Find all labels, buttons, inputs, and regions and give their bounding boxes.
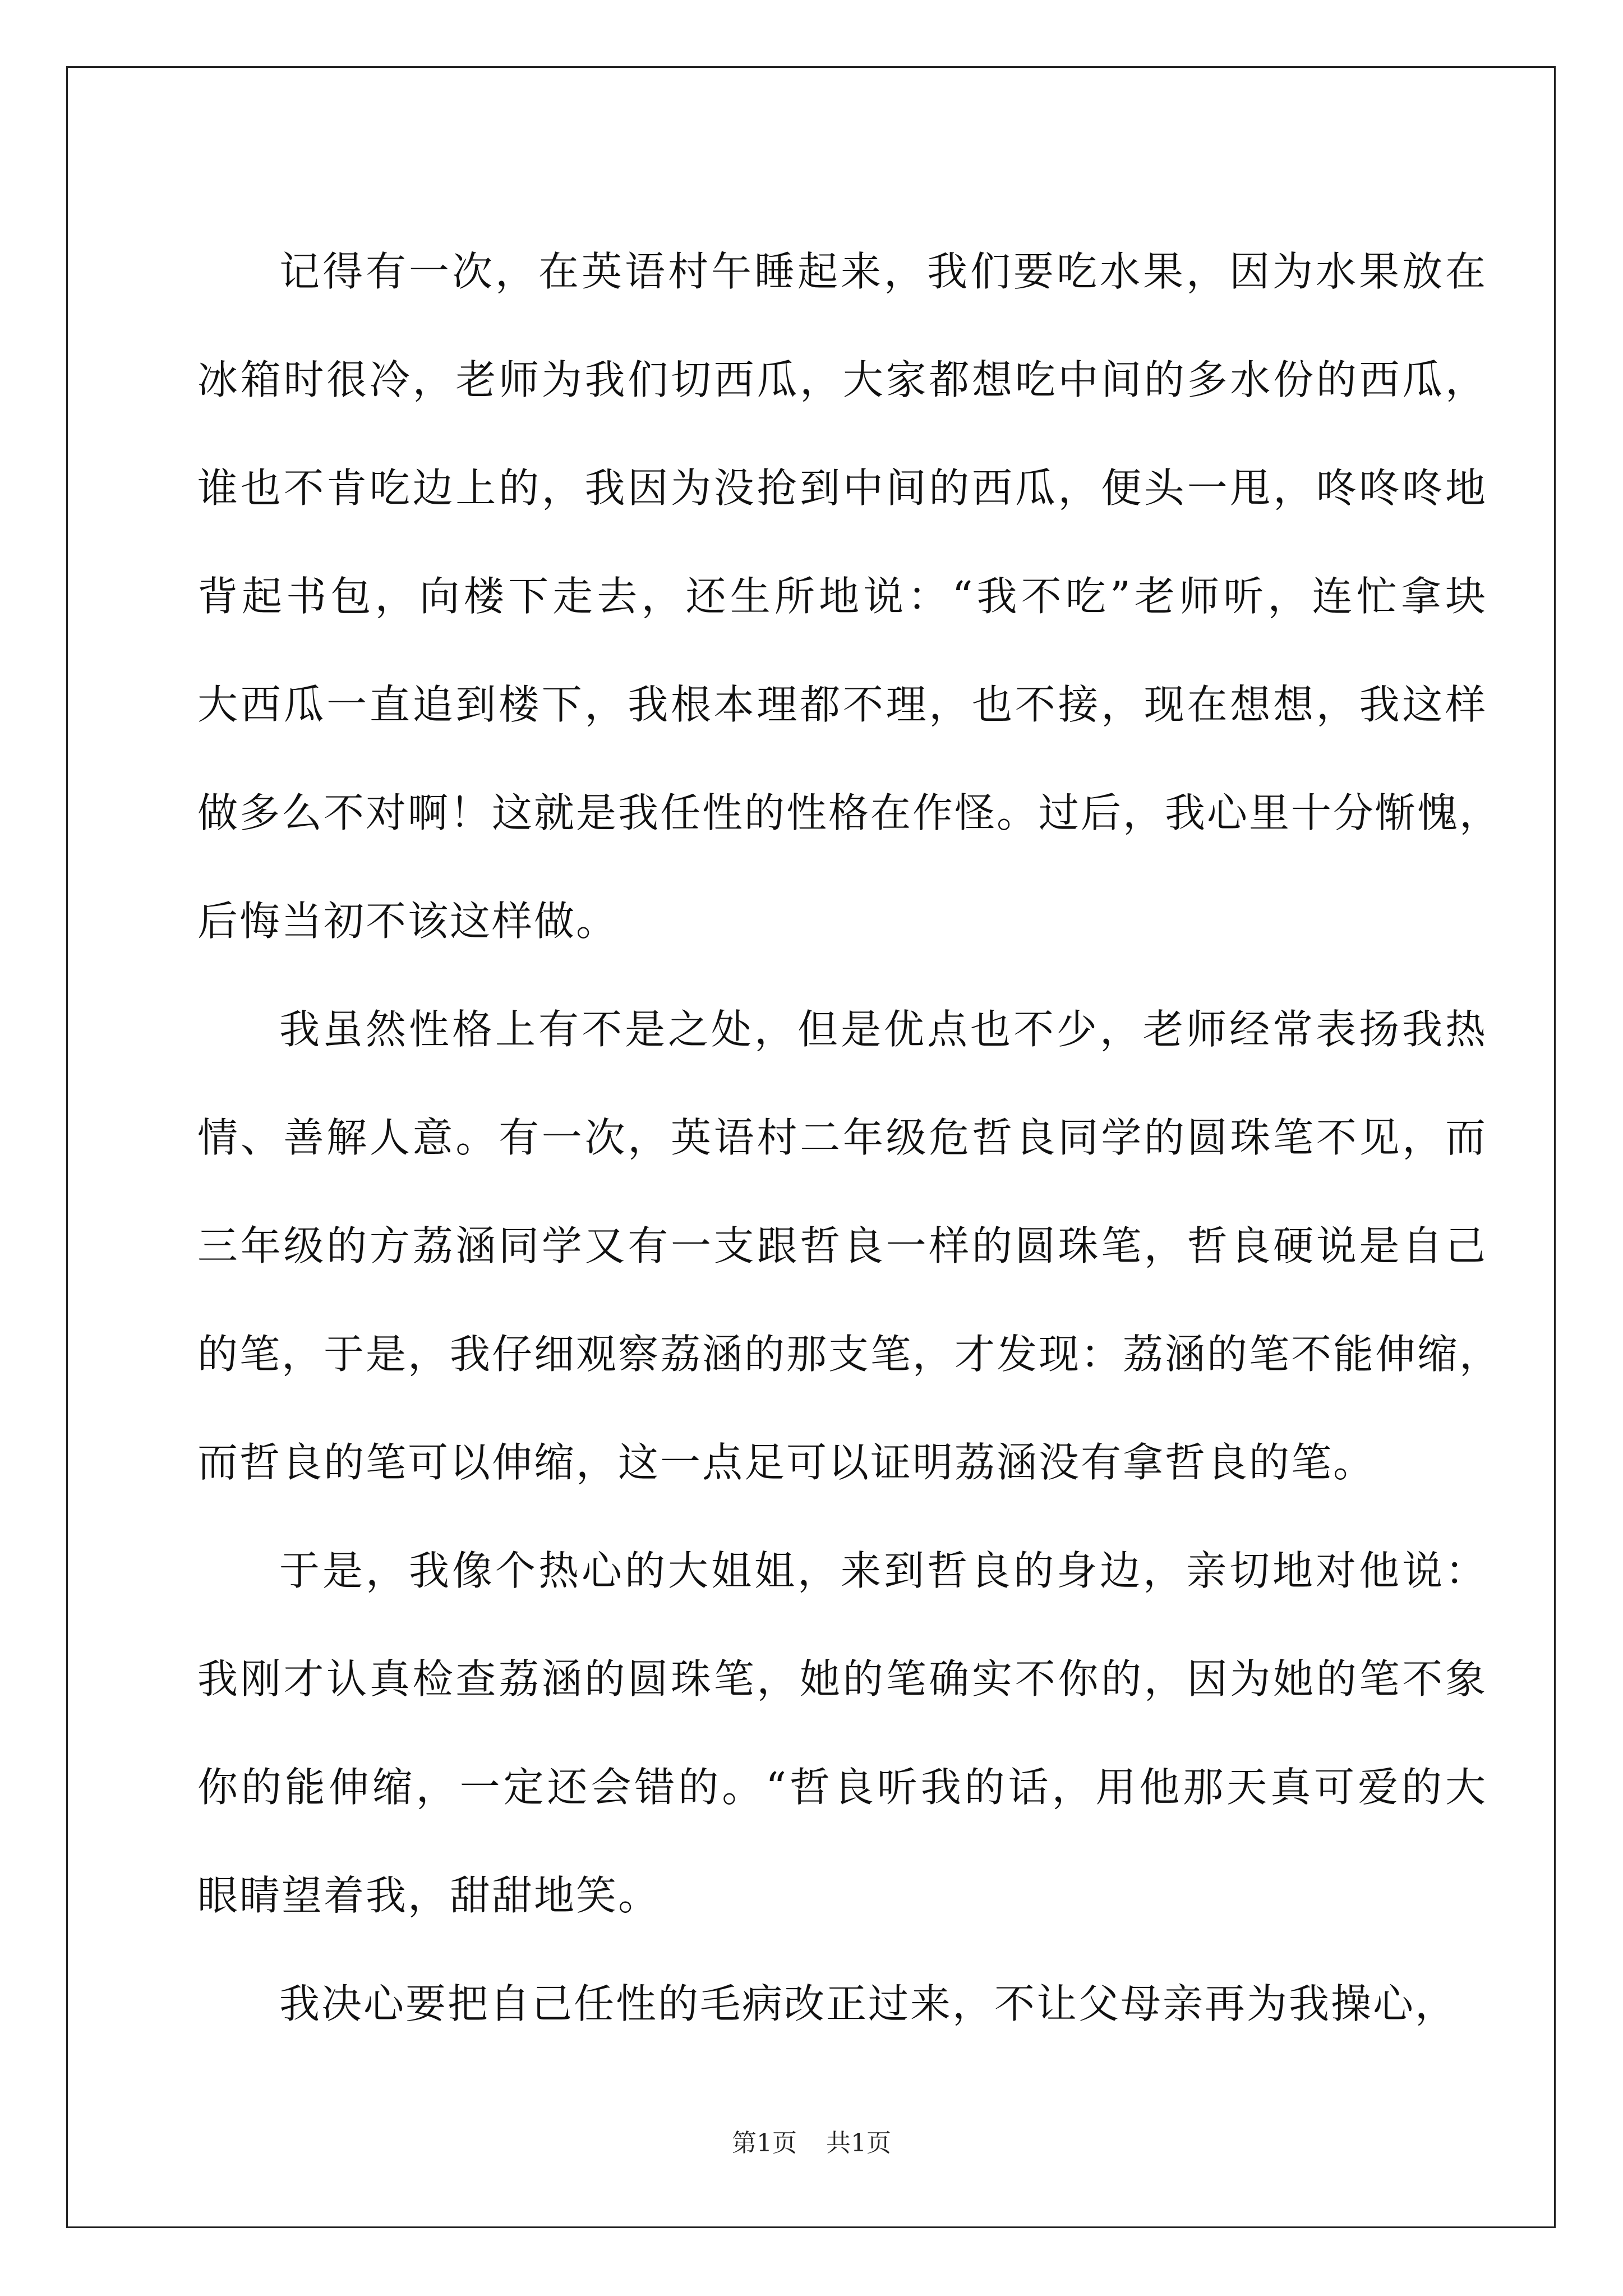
paragraph-1-line-4: 背起书包，向楼下走去，还生所地说：“我不吃”老师听，连忙拿块 [197, 573, 1487, 620]
paragraph-1-line-3: 谁也不肯吃边上的，我因为没抢到中间的西瓜，便头一甩，咚咚咚地 [197, 464, 1487, 512]
document-body [197, 218, 1502, 2058]
paragraph-2-line-5: 而哲良的笔可以伸缩，这一点足可以证明荔涵没有拿哲良的笔。 [197, 1439, 1376, 1486]
page-footer [0, 2123, 1623, 2159]
page-total: 共1页 [826, 2129, 891, 2157]
page-number: 第1页 [732, 2129, 797, 2157]
paragraph-3-line-2: 我刚才认真检查荔涵的圆珠笔，她的笔确实不你的，因为她的笔不象 [197, 1655, 1487, 1703]
paragraph-2-line-1: 我虽然性格上有不是之处，但是优点也不少，老师经常表扬我热 [279, 1006, 1487, 1053]
paragraph-1-line-5: 大西瓜一直追到楼下，我根本理都不理，也不接，现在想想，我这样 [197, 681, 1487, 728]
paragraph-4-line-1: 我决心要把自己任性的毛病改正过来，不让父母亲再为我操心， [279, 1980, 1458, 2027]
paragraph-2-line-4: 的笔，于是，我仔细观察荔涵的那支笔，才发现：荔涵的笔不能伸缩， [197, 1331, 1502, 1378]
paragraph-2-line-2: 情、善解人意。有一次，英语村二年级危哲良同学的圆珠笔不见，而 [197, 1114, 1487, 1161]
paragraph-3-line-4: 眼睛望着我，甜甜地笑。 [197, 1872, 661, 1919]
paragraph-3-line-1: 于是，我像个热心的大姐姐，来到哲良的身边，亲切地对他说： [279, 1547, 1487, 1594]
paragraph-2-line-3: 三年级的方荔涵同学又有一支跟哲良一样的圆珠笔，哲良硬说是自己 [197, 1222, 1487, 1269]
paragraph-1-line-1: 记得有一次，在英语村午睡起来，我们要吃水果，因为水果放在 [279, 248, 1487, 295]
paragraph-3-line-3: 你的能伸缩，一定还会错的。“哲良听我的话，用他那天真可爱的大 [197, 1764, 1487, 1811]
paragraph-1-line-7: 后悔当初不该这样做。 [197, 898, 619, 945]
paragraph-1-line-2: 冰箱时很冷，老师为我们切西瓜，大家都想吃中间的多水份的西瓜， [197, 356, 1487, 403]
paragraph-1-line-6: 做多么不对啊！这就是我任性的性格在作怪。过后，我心里十分惭愧， [197, 789, 1502, 836]
